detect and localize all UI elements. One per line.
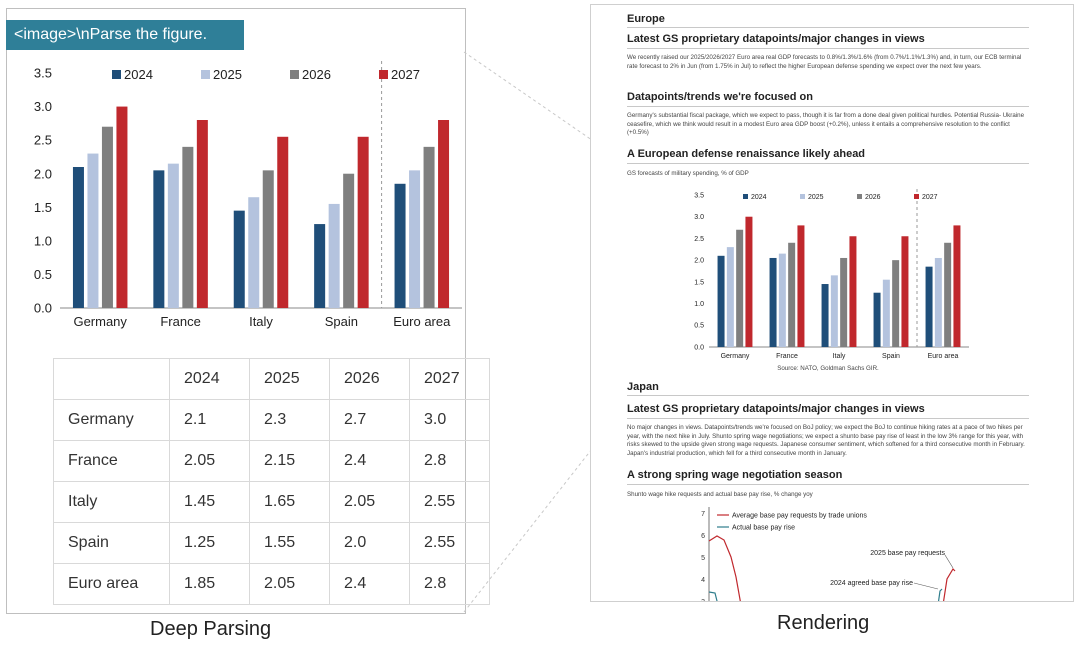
table-row-label: France [54,441,170,482]
table-cell: 2.05 [330,482,410,523]
x-category-label: France [776,353,798,360]
japan-chart-subtitle: Shunto wage hike requests and actual base pay rise, % change yoy [627,491,813,498]
legend-label: 2026 [302,67,331,82]
y-tick-label: 3.5 [694,192,704,200]
deep-parsing-caption: Deep Parsing [150,618,272,640]
legend-label: 2027 [922,194,938,201]
table-cell: 2.7 [330,400,410,441]
bar-2027-italy [849,236,856,347]
table-cell: 3.0 [410,400,490,441]
y-tick-label: 0.0 [33,300,52,316]
table-cell: 2.4 [330,564,410,605]
table-col-header: 2025 [250,359,330,400]
bar-2027-france [797,225,804,347]
y-tick-label: 0.0 [694,344,704,352]
bar-2027-spain [901,236,908,347]
table-row-label: Italy [54,482,170,523]
table-col-header: 2024 [170,359,250,400]
bar-2026-euro-area [944,243,951,347]
rendered-bar-chart [671,181,971,369]
actual-series-line [709,592,718,602]
legend-swatch [743,194,748,199]
legend-label: 2026 [865,194,881,201]
x-category-label: Euro area [927,353,959,360]
table-cell: 2.55 [410,523,490,564]
bar-2024-spain [874,293,881,347]
legend-label: 2025 [808,194,824,201]
y-tick-label: 3.0 [694,214,704,222]
table-cell: 2.0 [330,523,410,564]
divider [627,484,1029,485]
y-tick-label: 2.5 [694,235,704,243]
y-tick-label: 2.0 [33,166,52,182]
table-cell: 2.3 [250,400,330,441]
x-category-label: Germany [73,314,127,329]
x-category-label: Italy [249,314,273,329]
table-cell: 2.55 [410,482,490,523]
bar-2026-france [788,243,795,347]
y-tick-label: 0.5 [33,266,52,282]
requests-series-tail [943,569,955,602]
x-category-label: France [160,314,201,329]
table-row-label: Spain [54,523,170,564]
table-cell: 2.15 [250,441,330,482]
legend-label: Average base pay requests by trade unions [732,512,867,520]
y-tick-label: 0.5 [694,322,704,330]
legend-label: Actual base pay rise [732,524,796,532]
bar-2024-euro-area [926,267,933,347]
table-cell: 2.1 [170,400,250,441]
legend-label: 2025 [213,67,242,82]
rendering-caption: Rendering [777,612,870,634]
europe-trends-text: Germany's substantial fiscal package, which we expect to pass, though it is far from a done deal given political hurdles. Potential Russia- Ukraine ceasefire, which we think would result in a modest Euro area GDP boost (+0.2%), unless it entails a comprehensive resolution to the conflict (+0.5%) [627,112,1025,137]
bar-2024-italy [822,284,829,347]
europe-chart-subtitle: GS forecasts of military spending, % of GDP [627,170,749,177]
x-category-label: Spain [324,314,359,329]
japan-datapoints-text: No major changes in views. Datapoints/trends we're focused on BoJ policy; we expect the BoJ to continue hiking rates at a pace of two hikes per year, with the next hike in July. Shunto spring wage negotiations; we expect a shunto base pay rise of least in the low 3% range for this year, with risks skewed to the upside given strong wage requests. Japanese consumer sentiment, which softened for a third consecutive month in February. Japan's industrial production, which fell for a third consecutive month in January. [627,424,1025,457]
europe-heading: Europe [627,13,665,25]
europe-datapoints-text: We recently raised our 2025/2026/2027 Euro area real GDP forecasts to 0.8%/1.3%/1.6% (from 0.7%/1.1%/1.3%) and, in turn, our ECB terminal rate forecast to 2% in Jun (from 1.75% in Jul) to reflect the higher European defense spending we expect over the next few years. [627,54,1022,70]
y-tick-label: 1.0 [33,233,52,249]
annotation-label: 2025 base pay requests [870,550,945,557]
y-tick-label: 1.0 [694,301,704,309]
japan-chart-heading: A strong spring wage negotiation season [627,469,843,481]
bar-2024-france [770,258,777,347]
legend-label: 2027 [391,67,420,82]
table-col-header: 2027 [410,359,490,400]
bar-2025-germany [727,247,734,347]
wage-line-chart [691,505,1061,605]
y-tick-label: 1.5 [33,199,52,215]
japan-heading: Japan [627,381,659,393]
europe-chart-heading: A European defense renaissance likely ahead [627,148,866,160]
bar-2026-italy [840,258,847,347]
legend-swatch [800,194,805,199]
table-cell: 1.65 [250,482,330,523]
legend-label: 2024 [751,194,767,201]
bar-2026-spain [892,260,899,347]
bar-2027-euro-area [953,225,960,347]
divider [627,48,1029,49]
y-tick-label: 2.0 [694,257,704,265]
bar-2025-france [779,254,786,347]
y-tick-label: 7 [701,511,705,518]
prompt-label: <image>\nParse the figure. [6,20,244,50]
y-tick-label: 6 [701,533,705,540]
divider [627,163,1029,164]
divider [627,395,1029,396]
table-col-header: 2026 [330,359,410,400]
y-tick-label: 1.5 [694,279,704,287]
y-tick-label: 3.5 [33,65,52,81]
x-category-label: Germany [720,353,750,360]
x-category-label: Italy [832,353,846,360]
japan-datapoints-heading: Latest GS proprietary datapoints/major changes in views [627,403,925,415]
bar-2025-italy [831,275,838,347]
table-cell: 1.45 [170,482,250,523]
table-cell: 2.8 [410,564,490,605]
table-cell: 2.8 [410,441,490,482]
bar-2025-euro-area [935,258,942,347]
divider [627,106,1029,107]
x-category-label: Spain [882,353,900,360]
annotation-label: 2024 agreed base pay rise [830,580,913,587]
actual-series-tail [938,589,942,602]
y-tick-label: 3 [701,599,705,605]
bar-2025-spain [883,280,890,347]
y-tick-label: 5 [701,555,705,562]
table-cell: 2.4 [330,441,410,482]
legend-swatch [914,194,919,199]
divider [627,27,1029,28]
rendered-document [590,4,1074,605]
annotation-leader [914,583,938,589]
table-cell: 2.05 [250,564,330,605]
table-cell: 1.25 [170,523,250,564]
table-cell: 1.85 [170,564,250,605]
table-row-label: Euro area [54,564,170,605]
legend-label: 2024 [124,67,153,82]
annotation-leader [945,555,953,568]
europe-datapoints-heading: Latest GS proprietary datapoints/major changes in views [627,33,925,45]
requests-series-line [709,536,741,602]
europe-chart-source: Source: NATO, Goldman Sachs GIR. [777,365,879,372]
table-row-label: Germany [54,400,170,441]
europe-trends-heading: Datapoints/trends we're focused on [627,91,813,103]
legend-swatch [857,194,862,199]
table-cell: 2.05 [170,441,250,482]
bar-2026-germany [736,230,743,347]
y-tick-label: 2.5 [33,132,52,148]
divider [627,418,1029,419]
table-cell: 1.55 [250,523,330,564]
y-tick-label: 3.0 [33,99,52,115]
bar-2027-germany [745,217,752,347]
bar-2024-germany [718,256,725,347]
y-tick-label: 4 [701,577,705,584]
x-category-label: Euro area [393,314,451,329]
